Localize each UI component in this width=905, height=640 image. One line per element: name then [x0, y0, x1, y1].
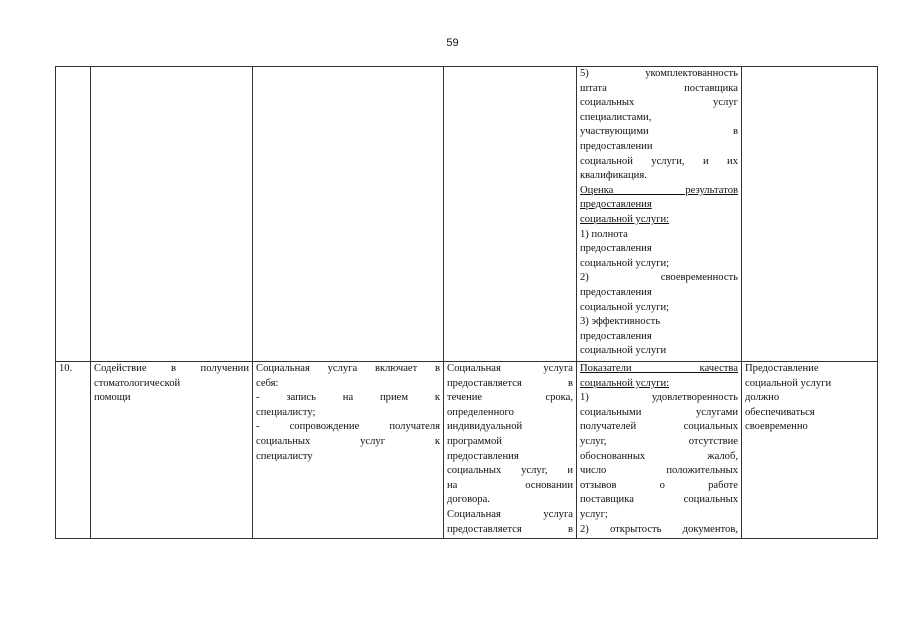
conditions-cell	[742, 362, 878, 539]
text-lines	[256, 362, 440, 464]
table-row	[56, 362, 878, 539]
text-line: Социальная услуга включает в	[256, 363, 440, 374]
text-line: стоматологической	[94, 377, 181, 389]
service-name-cell	[91, 67, 253, 362]
text-line: течение срока,	[447, 392, 573, 404]
text-line: социальными услугами	[580, 406, 738, 418]
text-line: 3) эффективность	[580, 316, 661, 328]
text-line: определенного	[447, 406, 514, 418]
text-line: 1) удовлетворенность	[580, 392, 738, 404]
service-description-cell	[253, 362, 444, 539]
text-line: предоставления	[447, 450, 519, 462]
text-line: обоснованных жалоб,	[580, 450, 738, 462]
text-line: себя:	[256, 377, 279, 389]
text-line: предоставления	[580, 199, 652, 211]
service-description-cell	[253, 67, 444, 362]
text-line: предоставления	[580, 330, 652, 342]
text-line: получателей социальных	[580, 421, 738, 433]
text-line: поставщика социальных	[580, 494, 738, 506]
text-line: 2) своевременность	[580, 272, 738, 284]
text-line: программой	[447, 435, 502, 447]
text-line: - сопровождение получателя	[256, 421, 440, 433]
text-line: должно	[745, 392, 780, 404]
text-line: участвующими в	[580, 126, 738, 138]
text-line: предоставления	[580, 286, 652, 298]
row-number-cell	[56, 362, 91, 539]
text-line: услуг, отсутствие	[580, 435, 738, 447]
conditions-cell	[742, 67, 878, 362]
text-line: Содействие в получении	[94, 363, 249, 374]
text-line: социальной услуги;	[580, 257, 670, 269]
quality-indicators-cell	[577, 67, 742, 362]
text-line: 2) открытость документов,	[580, 523, 738, 535]
text-line: предоставляется в	[447, 523, 573, 535]
text-line: Социальная услуга	[447, 363, 573, 374]
text-line: социальной услуги, и их	[580, 155, 738, 167]
text-line: на основании	[447, 479, 573, 491]
services-table	[55, 66, 878, 539]
text-lines	[580, 67, 738, 359]
text-line: 5) укомплектованность	[580, 68, 738, 79]
service-terms-cell	[444, 362, 577, 539]
text-line: число положительных	[580, 465, 738, 477]
row-number: 10.	[59, 363, 73, 374]
quality-indicators-cell	[577, 362, 742, 539]
text-line: социальной услуги:	[580, 377, 670, 389]
text-line: 1) полнота	[580, 228, 628, 240]
text-line: социальной услуги;	[580, 301, 670, 313]
service-name-cell	[91, 362, 253, 539]
text-line: договора.	[447, 494, 490, 506]
text-line: специалисту	[256, 450, 313, 462]
text-line: штата поставщика	[580, 82, 738, 94]
row-number-cell	[56, 67, 91, 362]
text-lines	[447, 362, 573, 537]
text-line: обеспечиваться	[745, 406, 815, 418]
text-line: предоставляется в	[447, 377, 573, 389]
text-line: специалисту;	[256, 406, 316, 418]
service-terms-cell	[444, 67, 577, 362]
text-line: специалистами,	[580, 111, 652, 123]
text-line: услуг;	[580, 508, 608, 520]
text-line: отзывов о работе	[580, 479, 738, 491]
text-line: социальной услуги	[580, 345, 667, 357]
text-lines	[580, 362, 738, 537]
text-line: Показатели качества	[580, 363, 738, 374]
page-number: 59	[446, 37, 459, 49]
text-lines	[745, 362, 874, 435]
text-line: социальных услуг к	[256, 435, 440, 447]
text-line: предоставлении	[580, 140, 653, 152]
text-line: квалификация.	[580, 170, 647, 182]
text-line: социальных услуг	[580, 97, 738, 109]
text-line: социальной услуги	[745, 377, 832, 389]
text-line: - запись на прием к	[256, 392, 440, 404]
text-line: социальных услуг, и	[447, 465, 573, 477]
text-line: индивидуальной	[447, 421, 523, 433]
text-line: своевременно	[745, 421, 808, 433]
text-line: социальной услуги:	[580, 213, 670, 225]
text-line: Оценка результатов	[580, 184, 738, 196]
text-line: предоставления	[580, 243, 652, 255]
text-line: Предоставление	[745, 363, 819, 374]
text-line: Социальная услуга	[447, 508, 573, 520]
text-line: помощи	[94, 392, 131, 404]
text-lines	[94, 362, 249, 406]
table-row	[56, 67, 878, 362]
